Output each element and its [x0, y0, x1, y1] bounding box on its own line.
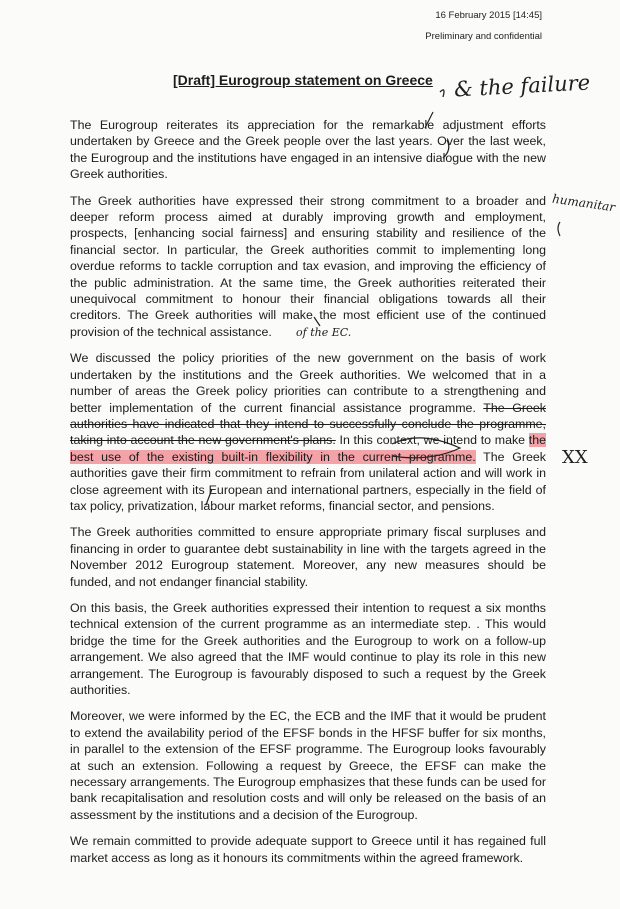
paragraph-3-part-a: We discussed the policy priorities of the new government on the basis of work undertaken by the institutions and the Greek authorities. We welcomed that in a number of areas the Greek policy priorities can contribute to a strengthening and better implementation of the current financial assistance programme.	[70, 351, 546, 415]
paragraph-3-part-c: The Greek authorities gave their firm commitment to refrain from unilateral action and will work in close agreement with its European and international partners, especially in the field of tax policy, privatization, labour market reforms, financial sector, and pensions.	[70, 449, 546, 513]
handwritten-note-humanitar: humanitar	[551, 191, 616, 215]
document-title: [Draft] Eurogroup statement on Greece	[173, 72, 433, 88]
struck-sentence: The Greek authorities have indicated that they intend to successfully conclude the programme, taking into account the new government's plans.	[70, 400, 546, 448]
paragraph-7: We remain committed to provide adequate support to Greece until it has regained full market access as long as it honours its commitments within the agreed framework.	[70, 834, 546, 865]
handwritten-mark-xx: XX	[562, 447, 588, 468]
handwritten-note-of-the-ec: of the EC.	[296, 326, 352, 339]
paragraph-6: Moreover, we were informed by the EC, the ECB and the IMF that it would be prudent to extend the availability period of the EFSF bonds in the HFSF buffer for six months, in parallel to the extension of the EFSF programme. The Eurogroup looks favourably at such an extension. Following a request by Greece, the EFSF can make the necessary arrangements. The Eurogroup emphasizes that these funds can be used for bank recapitalisation and resolution costs and will only be released on the basis of an assessment by the institutions and a decision of the Eurogroup.	[70, 709, 546, 822]
document-date: 16 February 2015 [14:45]	[435, 10, 542, 21]
paragraph-4: The Greek authorities committed to ensure appropriate primary fiscal surpluses and financing in order to guarantee debt sustainability in line with the targets agreed in the November 2012 Eurogroup statement. Moreover, any new measures should be funded, and not endanger financial stability.	[70, 525, 546, 589]
handwritten-note-failure: & the failure	[453, 70, 591, 102]
caret-mark	[440, 90, 444, 97]
paragraph-3	[70, 350, 546, 514]
highlighted-sentence: the best use of the existing built-in flexibility in the current programme.	[70, 433, 547, 464]
paragraph-5: On this basis, the Greek authorities expressed their intention to request a six months technical extension of the current programme as an intermediate step. . This would bridge the time for the Greek authorities and the Eurogroup to work on a follow-up arrangement. We also agreed that the IMF would continue to play its role in this new arrangement. The Eurogroup is favourably disposed to such a request by the Greek authorities.	[70, 600, 546, 697]
confidentiality-label: Preliminary and confidential	[425, 31, 542, 42]
paragraph-3-part-b: In this context, we intend to make	[335, 433, 529, 448]
paragraph-1: The Eurogroup reiterates its appreciation for the remarkable adjustment efforts undertaken by Greece and the Greek people over the last years. Over the last week, the Eurogroup and the institutions have engaged in an intensive dialogue with the new Greek authorities.	[70, 118, 546, 182]
paragraph-2: The Greek authorities have expressed their strong commitment to a broader and deeper reform process aimed at durably improving growth and employment, prospects, [enhancing social fairness] and ensuring stability and resilience of the financial sector. In particular, the Greek authorities commit to implementing long overdue reforms to tackle corruption and tax evasion, and improving the efficiency of the public administration. At the same time, the Greek authorities reiterated their unequivocal commitment to honour their financial obligations towards all their creditors. The Greek authorities will make the most efficient use of the continued provision of the technical assistance.	[70, 193, 546, 339]
margin-bracket	[558, 222, 560, 236]
statement-body	[70, 117, 546, 876]
